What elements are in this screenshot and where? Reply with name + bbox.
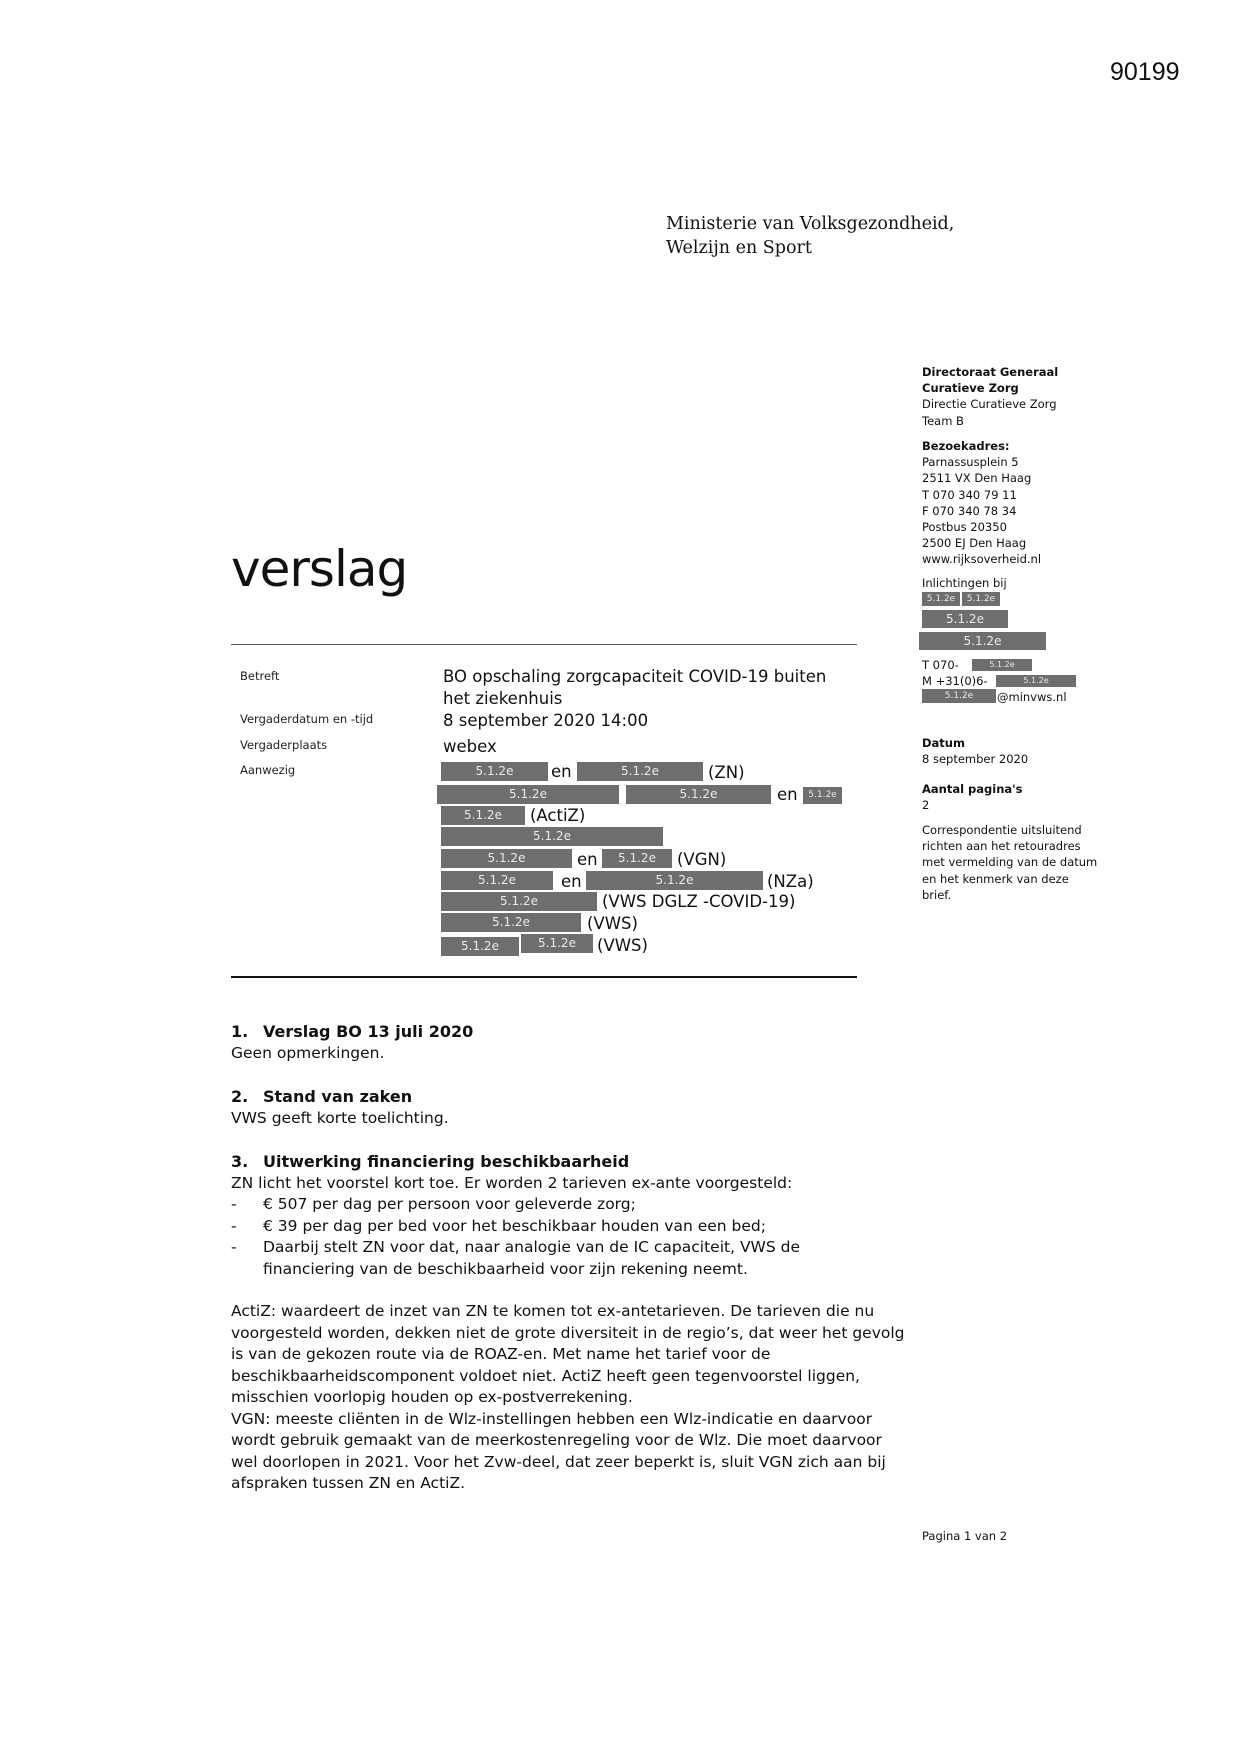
redaction-block: 5.1.2e bbox=[922, 689, 996, 703]
redaction-block: 5.1.2e bbox=[441, 806, 525, 825]
redaction-block: 5.1.2e bbox=[919, 632, 1046, 650]
page-number: Pagina 1 van 2 bbox=[922, 1529, 1008, 1543]
redaction-block: 5.1.2e bbox=[441, 849, 572, 868]
sidebar-organisation: Directoraat Generaal Curatieve Zorg Directie Curatieve Zorg Team B bbox=[922, 365, 1059, 428]
sidebar-phone: T 070- bbox=[922, 658, 959, 672]
section-text: Geen opmerkingen. bbox=[231, 1043, 385, 1062]
redaction-block: 5.1.2e bbox=[922, 610, 1008, 628]
attendee-org: (VWS DGLZ -COVID-19) bbox=[602, 892, 796, 911]
redaction-block: 5.1.2e bbox=[441, 827, 663, 846]
sidebar-pages: Aantal pagina's 2 bbox=[922, 782, 1023, 813]
sidebar-mobile: M +31(0)6- bbox=[922, 674, 988, 688]
attendee-org: (ZN) bbox=[708, 763, 745, 782]
attendee-org: (ActiZ) bbox=[530, 806, 586, 825]
redaction-block: 5.1.2e bbox=[441, 892, 597, 911]
redaction-block: 5.1.2e bbox=[586, 871, 763, 890]
subject-value: BO opschaling zorgcapaciteit COVID-19 buiten het ziekenhuis bbox=[443, 667, 827, 708]
document-number: 90199 bbox=[1110, 58, 1180, 86]
sidebar-email: @minvws.nl bbox=[997, 690, 1067, 704]
attendee-conjunction: en bbox=[551, 762, 572, 781]
attendee-org: (VWS) bbox=[597, 936, 648, 955]
sidebar-info-label: Inlichtingen bij bbox=[922, 576, 1007, 590]
attendee-conjunction: en bbox=[777, 785, 798, 804]
attendee-org: (VWS) bbox=[587, 914, 638, 933]
section-heading: Stand van zaken bbox=[263, 1087, 413, 1106]
place-value: webex bbox=[443, 737, 497, 756]
redaction-block: 5.1.2e bbox=[577, 762, 703, 781]
redaction-block: 5.1.2e bbox=[626, 785, 771, 804]
datetime-value: 8 september 2020 14:00 bbox=[443, 711, 649, 730]
divider bbox=[231, 976, 857, 978]
section-heading: Verslag BO 13 juli 2020 bbox=[263, 1022, 474, 1041]
ministry-name: Ministerie van Volksgezondheid, Welzijn en Sport bbox=[666, 214, 955, 258]
sidebar-correspondence-note: Correspondentie uitsluitend richten aan het retouradres met vermelding van de datum en het kenmerk van deze brief. bbox=[922, 823, 1098, 902]
sidebar-date: Datum 8 september 2020 bbox=[922, 736, 1029, 767]
redaction-block: 5.1.2e bbox=[996, 675, 1076, 687]
redaction-block: 5.1.2e bbox=[972, 659, 1032, 671]
redaction-block: 5.1.2e bbox=[441, 762, 548, 781]
present-label: Aanwezig bbox=[240, 763, 296, 777]
section-text: ZN licht het voorstel kort toe. Er worden 2 tarieven ex-ante voorgesteld: bbox=[231, 1173, 793, 1192]
attendee-conjunction: en bbox=[561, 872, 582, 891]
section-text: VWS geeft korte toelichting. bbox=[231, 1108, 449, 1127]
sidebar-visit-address: Bezoekadres: Parnassusplein 5 2511 VX Den Haag T 070 340 79 11 F 070 340 78 34 Postbus 20350 2500 EJ Den Haag www.rijksoverheid.nl bbox=[922, 439, 1042, 567]
attendee-conjunction: en bbox=[577, 850, 598, 869]
document-title: verslag bbox=[231, 540, 408, 598]
subject-label: Betreft bbox=[240, 669, 280, 683]
section-1 bbox=[231, 1021, 911, 1064]
redaction-block: 5.1.2e bbox=[602, 849, 672, 868]
divider bbox=[231, 644, 857, 645]
section-number: 3. bbox=[231, 1152, 249, 1171]
list-item: - Daarbij stelt ZN voor dat, naar analogie van de IC capaciteit, VWS de financiering van de beschikbaarheid voor zijn rekening neemt. bbox=[231, 1238, 801, 1278]
redaction-block: 5.1.2e bbox=[441, 913, 581, 932]
section-number: 2. bbox=[231, 1087, 249, 1106]
redaction-block: 5.1.2e bbox=[441, 871, 553, 890]
section-number: 1. bbox=[231, 1022, 249, 1041]
list-item: - € 507 per dag per persoon voor geleverde zorg; bbox=[231, 1195, 636, 1213]
redaction-block: 5.1.2e bbox=[437, 785, 619, 804]
place-label: Vergaderplaats bbox=[240, 738, 328, 752]
redaction-block: 5.1.2e bbox=[922, 592, 960, 606]
paragraph-actiz: ActiZ: waardeert de inzet van ZN te komen tot ex-antetarieven. De tarieven die nu voorgesteld worden, dekken niet de grote diversiteit in de regio’s, dat weer het gevolg is van de gekozen route via de ROAZ-en. Met name het tarief voor de beschikbaarheidscomponent voldoet niet. ActiZ heeft geen tegenvoorstel liggen, misschien voorlopig houden op ex-postverrekening. bbox=[231, 1302, 905, 1406]
attendee-org: (NZa) bbox=[767, 872, 814, 891]
list-item: - € 39 per dag per bed voor het beschikbaar houden van een bed; bbox=[231, 1216, 766, 1235]
attendee-org: (VGN) bbox=[677, 850, 727, 869]
redaction-block: 5.1.2e bbox=[803, 787, 842, 804]
section-heading: Uitwerking financiering beschikbaarheid bbox=[263, 1152, 630, 1171]
datetime-label: Vergaderdatum en -tijd bbox=[240, 712, 374, 726]
section-2 bbox=[231, 1086, 911, 1129]
section-3 bbox=[231, 1151, 911, 1495]
paragraph-vgn: VGN: meeste cliënten in de Wlz-instellingen hebben een Wlz-indicatie en daarvoor wordt gebruik gemaakt van de meerkostenregeling voor de Wlz. Die moet daarvoor wel doorlopen in 2021. Voor het Zvw-deel, dat zeer beperkt is, sluit VGN zich aan bij afspraken tussen ZN en ActiZ. bbox=[231, 1409, 886, 1492]
redaction-block: 5.1.2e bbox=[441, 937, 519, 956]
redaction-block: 5.1.2e bbox=[962, 592, 1000, 606]
redaction-block: 5.1.2e bbox=[521, 934, 593, 953]
